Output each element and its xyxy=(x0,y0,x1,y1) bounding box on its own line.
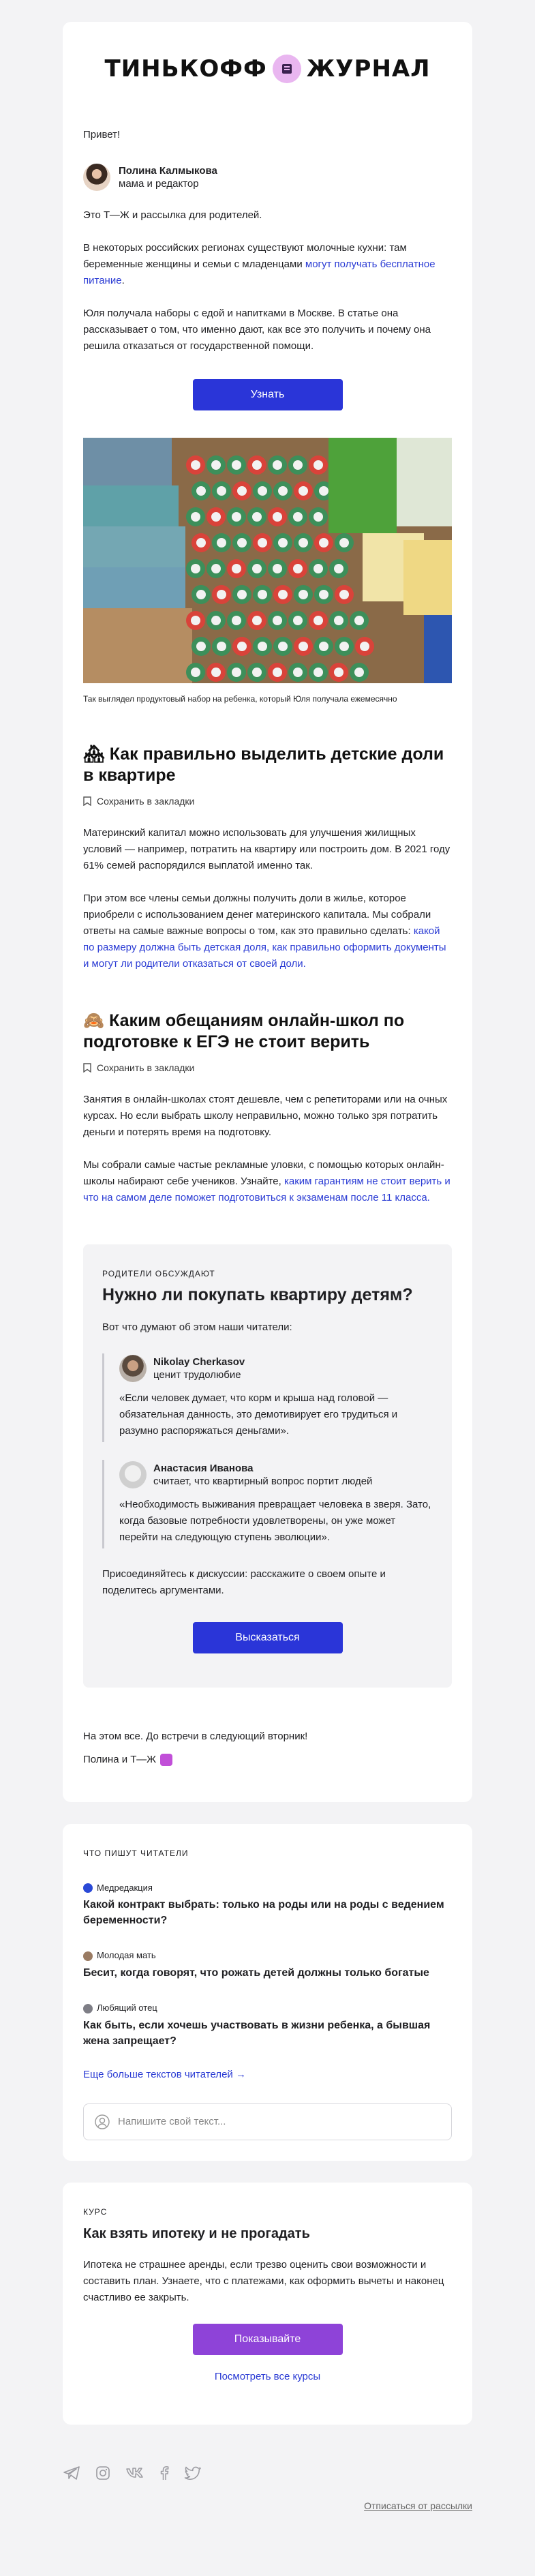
write-text-placeholder: Напишите свой текст... xyxy=(118,2115,226,2127)
course-tag: КУРС xyxy=(83,2206,108,2217)
author-block xyxy=(83,164,452,191)
bookmark-icon xyxy=(83,1063,91,1073)
article-1-p2-text: При этом все члены семьи должны получить доли в жилье, которое приобрели с использованием денег материнского капитала. Мы собрали ответы на самые важные вопросы о том, как это правильно сделать: xyxy=(83,893,431,938)
post-source xyxy=(83,2001,452,2016)
article-1-paragraph-2 xyxy=(83,890,452,972)
exam-guarantees-link[interactable]: каким гарантиям не стоит верить и что на самом деле поможет подготовиться к экзаменам после 11 класса. xyxy=(83,1175,450,1203)
post-title: Как быть, если хочешь участвовать в жизни ребенка, а бывшая жена запрещает? xyxy=(83,2020,431,2047)
show-course-button[interactable]: Показывайте xyxy=(193,2324,343,2355)
article-1-bookmark[interactable] xyxy=(83,794,452,809)
all-courses-link[interactable]: Посмотреть все курсы xyxy=(214,2371,321,2383)
reader-avatar xyxy=(119,1461,147,1488)
discussion-tag: РОДИТЕЛИ ОБСУЖДАЮТ xyxy=(102,1268,215,1278)
young-mother-avatar-icon xyxy=(83,1951,93,1961)
reader-name: Анастасия Иванова xyxy=(153,1462,254,1474)
social-links xyxy=(63,2466,202,2481)
bookmark-label: Сохранить в закладки xyxy=(97,1062,195,1073)
twitter-icon[interactable] xyxy=(184,2466,202,2481)
loving-father-avatar-icon xyxy=(83,2004,93,2013)
intro-paragraph-2 xyxy=(83,240,452,289)
heart-icon xyxy=(160,1754,172,1766)
unsubscribe-link[interactable]: Отписаться от рассылки xyxy=(364,2500,472,2512)
food-set-photo xyxy=(83,438,452,683)
learn-button[interactable]: Узнать xyxy=(193,379,343,410)
bookmark-label: Сохранить в закладки xyxy=(97,795,195,807)
course-title[interactable]: Как взять ипотеку и не прогадать xyxy=(83,2226,310,2242)
article-1-paragraph-1: Материнский капитал можно использовать для улучшения жилищных условий — например, потратить на квартиру или построить дом. В 2021 году 61% семей распорядился выплатой именно так. xyxy=(83,827,450,872)
author-role: мама и редактор xyxy=(119,178,199,190)
house-emoji-icon: 🏘 xyxy=(83,745,105,764)
author-name: Полина Калмыкова xyxy=(119,164,217,177)
post-title: Бесит, когда говорят, что рожать детей должны только богатые xyxy=(83,1966,429,1979)
discussion-block xyxy=(83,1244,452,1688)
reader-avatar xyxy=(119,1355,147,1382)
reader-quote xyxy=(102,1460,433,1548)
greeting: Привет! xyxy=(83,129,121,140)
article-2-bookmark[interactable] xyxy=(83,1060,452,1075)
vk-icon[interactable] xyxy=(125,2466,144,2481)
reader-role: считает, что квартирный вопрос портит людей xyxy=(153,1476,373,1488)
post-source xyxy=(83,1949,452,1963)
farewell-text: На этом все. До встречи в следующий вторник! xyxy=(83,1731,308,1743)
post-source-name: Медредакция xyxy=(97,1882,153,1893)
course-description: Ипотека не страшнее аренды, если трезво оценить свои возможности и составить план. Узнаете, что с платежами, как оформить вычеты и наконец счастливо ее закрыть. xyxy=(83,2259,444,2304)
reader-post[interactable] xyxy=(83,1949,452,1981)
article-2-paragraph-1: Занятия в онлайн-школах стоят дешевле, чем с репетиторами или на очных курсах. Но если выбрать школу неправильно, можно только зря потратить деньги и потерять время на подготовку. xyxy=(83,1093,448,1138)
photo-caption: Так выглядел продуктовый набор на ребенка, который Юля получала ежемесячно xyxy=(83,694,397,704)
readers-card xyxy=(63,1824,472,2161)
discussion-join-text: Присоединяйтесь к дискуссии: расскажите о своем опыте и поделитесь аргументами. xyxy=(102,1568,386,1597)
bookmark-icon xyxy=(83,796,91,806)
footer xyxy=(63,2466,472,2481)
intro-paragraph-1: Это Т—Ж и рассылка для родителей. xyxy=(83,209,262,221)
post-source-name: Молодая мать xyxy=(97,1950,156,1961)
tinkoff-journal-logo[interactable] xyxy=(63,46,472,91)
discussion-title[interactable]: Нужно ли покупать квартиру детям? xyxy=(102,1285,413,1305)
article-1-title[interactable] xyxy=(83,744,452,787)
intro-p2-end: . xyxy=(121,275,125,286)
speak-up-button[interactable]: Высказаться xyxy=(193,1622,343,1653)
medredaktsiya-icon xyxy=(83,1883,93,1893)
reader-name: Nikolay Cherkasov xyxy=(153,1356,245,1368)
article-2-title[interactable] xyxy=(83,1010,452,1053)
reader-post[interactable] xyxy=(83,1881,452,1929)
course-card xyxy=(63,2183,472,2425)
telegram-icon[interactable] xyxy=(63,2466,80,2481)
readers-tag: ЧТО ПИШУТ ЧИТАТЕЛИ xyxy=(83,1848,189,1859)
reader-quote-text: «Если человек думает, что корм и крыша над головой — обязательная данность, это демотивирует его трудиться и разумно распоряжаться деньгами». xyxy=(119,1392,398,1437)
facebook-icon[interactable] xyxy=(159,2466,169,2481)
instagram-icon[interactable] xyxy=(95,2466,110,2481)
post-source xyxy=(83,1881,452,1896)
child-share-link[interactable]: какой по размеру должна быть детская доля, как правильно оформить документы и могут ли родители отказаться от своей доли. xyxy=(83,925,446,970)
signature-text: Полина и Т—Ж xyxy=(83,1754,156,1766)
intro-p2-text: В некоторых российских регионах существуют молочные кухни: там беременные женщины и семьи с младенцами xyxy=(83,242,407,270)
article-2-title-text: Каким обещаниям онлайн-школ по подготовке к ЕГЭ не стоит верить xyxy=(83,1011,405,1052)
logo-mark-icon xyxy=(273,55,301,83)
discussion-subtitle: Вот что думают об этом наши читатели: xyxy=(102,1321,292,1334)
user-icon xyxy=(95,2114,110,2129)
article-2-p2-text: Мы собрали самые частые рекламные уловки, с помощью которых онлайн-школы набирают себе учеников. Узнайте, xyxy=(83,1158,444,1187)
signature xyxy=(83,1752,452,1768)
logo-left-text: ТИНЬКОФФ xyxy=(104,55,267,83)
main-card xyxy=(63,22,472,1802)
logo-right-text: ЖУРНАЛ xyxy=(306,55,431,83)
monkey-emoji-icon: 🙈 xyxy=(83,1011,105,1031)
article-1-title-text: Как правильно выделить детские доли в квартире xyxy=(83,745,444,785)
intro-paragraph-3: Юля получала наборы с едой и напитками в Москве. В статье она рассказывает о том, что именно дают, как все это получить и почему она решила отказаться от государственной помощи. xyxy=(83,308,431,352)
reader-quote-text: «Необходимость выживания превращает человека в зверя. Зато, когда базовые потребности удовлетворены, он уже может перейти на следующую ступень эволюции». xyxy=(119,1499,431,1544)
more-reader-texts-link[interactable]: Еще больше текстов читателей → xyxy=(83,2068,246,2080)
post-source-name: Любящий отец xyxy=(97,2003,157,2013)
write-text-input[interactable] xyxy=(83,2103,452,2140)
article-2-paragraph-2 xyxy=(83,1157,452,1206)
author-avatar xyxy=(83,164,110,191)
free-food-link[interactable]: могут получать бесплатное питание xyxy=(83,258,435,286)
reader-quote xyxy=(102,1353,433,1442)
reader-role: ценит трудолюбие xyxy=(153,1369,241,1381)
post-title: Какой контракт выбрать: только на роды или на роды с ведением беременности? xyxy=(83,1899,444,1926)
reader-post[interactable] xyxy=(83,2001,452,2049)
